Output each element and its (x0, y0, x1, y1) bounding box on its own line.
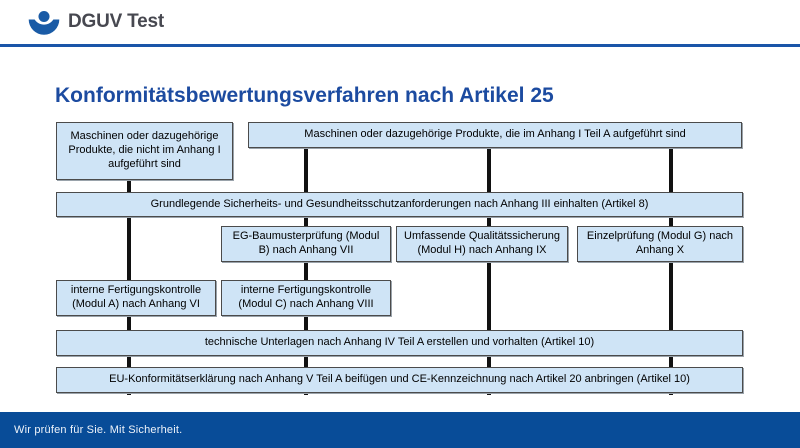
header (0, 0, 800, 44)
header-divider (0, 44, 800, 47)
connector-line-3 (487, 145, 491, 395)
box-module-a: interne Fertigungskontrolle (Modul A) nach Anhang VI (56, 280, 216, 316)
box-module-c: interne Fertigungskontrolle (Modul C) nach Anhang VIII (221, 280, 391, 316)
dguv-logo (27, 8, 164, 36)
page-title: Konformitätsbewertungsverfahren nach Artikel 25 (55, 84, 554, 108)
footer-tagline: Wir prüfen für Sie. Mit Sicherheit. (14, 424, 183, 436)
box-eu-declaration: EU-Konformitätserklärung nach Anhang V Teil A beifügen und CE-Kennzeichnung nach Artikel 20 anbringen (Artikel 10) (56, 367, 743, 393)
box-technical-documentation: technische Unterlagen nach Anhang IV Teil A erstellen und vorhalten (Artikel 10) (56, 330, 743, 356)
box-module-g: Einzelprüfung (Modul G) nach Anhang X (577, 226, 743, 262)
box-module-b: EG-Baumusterprüfung (Modul B) nach Anhang VII (221, 226, 391, 262)
box-module-h: Umfassende Qualitätssicherung (Modul H) nach Anhang IX (396, 226, 568, 262)
box-essential-requirements: Grundlegende Sicherheits- und Gesundheitsschutzanforderungen nach Anhang III einhalten (Artikel 8) (56, 192, 743, 217)
dguv-logo-icon (27, 8, 61, 36)
connector-line-4 (669, 145, 673, 395)
footer (0, 412, 800, 448)
box-machines-annex1-part-a: Maschinen oder dazugehörige Produkte, die im Anhang I Teil A aufgeführt sind (248, 122, 742, 148)
box-machines-not-annex1: Maschinen oder dazugehörige Produkte, die nicht im Anhang I aufgeführt sind (56, 122, 233, 180)
connector-line-2 (304, 145, 308, 395)
brand-name: DGUV Test (68, 11, 165, 32)
